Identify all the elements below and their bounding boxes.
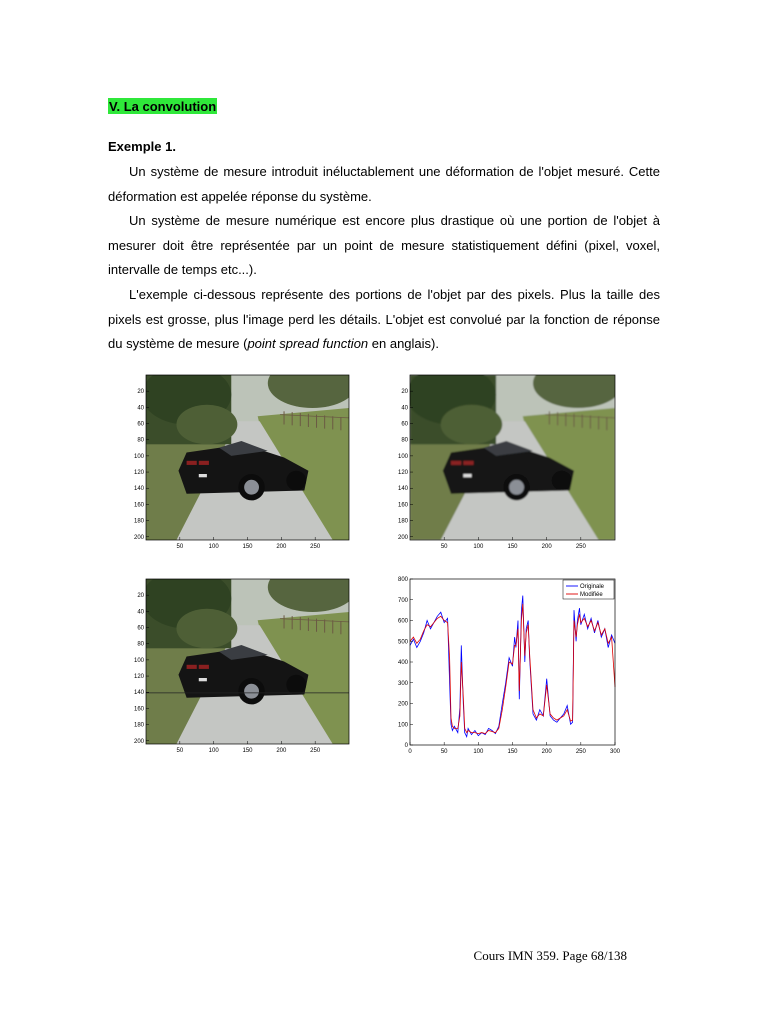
y-tick-label: 180 [397,518,408,525]
car-wheel [286,471,306,491]
paragraph-1: Un système de mesure introduit inéluctablement une déformation de l'objet mesuré. Cette déformation est appelée réponse du système. [108,164,660,204]
scene-content [406,359,623,541]
y-tick-label: 20 [137,593,144,600]
tree-cluster [268,563,357,613]
car-wheel [286,675,306,695]
y-tick-label: 500 [397,639,408,646]
paragraph-3 [108,283,660,357]
y-tick-label: 100 [397,722,408,729]
y-tick-label: 80 [401,437,408,444]
x-tick-label: 50 [176,544,184,550]
y-tick-label: 80 [137,641,144,648]
series-line-1 [410,604,615,734]
image-with-profile-line [130,576,360,756]
paragraph-3-tail: en anglais). [368,336,439,352]
x-tick-label: 300 [609,749,621,755]
x-tick-label: 50 [440,544,448,550]
x-tick-label: 250 [310,544,321,550]
legend-label: Modifiée [580,592,603,598]
car-plate [463,474,471,477]
x-tick-label: 50 [176,748,184,754]
paragraph-3-emphasis: point spread function [247,336,369,352]
car-rim [509,480,524,495]
x-tick-label: 250 [310,748,321,754]
x-tick-label: 200 [541,544,552,550]
x-tick-label: 200 [276,544,287,550]
section-title: V. La convolution [109,99,217,114]
y-tick-label: 100 [133,453,144,460]
y-tick-label: 140 [133,690,144,697]
tree-cluster [268,359,357,409]
y-tick-label: 60 [137,421,144,428]
y-tick-label: 400 [397,660,408,666]
y-tick-label: 200 [133,534,144,541]
x-tick-label: 50 [440,749,448,755]
x-tick-label: 0 [408,749,412,755]
y-tick-label: 140 [133,486,144,493]
x-tick-label: 250 [575,544,586,550]
y-tick-label: 180 [133,518,144,525]
x-tick-label: 250 [575,749,586,755]
scene-content [142,359,357,541]
car-plate [199,474,207,477]
x-tick-label: 150 [507,749,518,755]
y-tick-label: 600 [397,618,408,625]
y-tick-label: 700 [397,597,408,604]
x-tick-label: 150 [507,544,518,550]
chart-group [398,577,621,755]
y-tick-label: 120 [397,470,408,477]
y-tick-label: 120 [133,470,144,477]
body-text [108,160,660,357]
scene-content [142,563,357,745]
car-wheel [552,471,572,491]
tree-cluster [176,405,237,445]
y-tick-label: 300 [397,680,408,687]
paragraph-2: Un système de mesure numérique est encore plus drastique où une portion de l'objet à mesurer doit être représentée par un point de mesure statistiquement défini (pixel, voxel, intervalle de temps etc...). [108,213,660,278]
y-tick-label: 60 [137,625,144,632]
y-tick-label: 100 [133,657,144,664]
x-tick-label: 200 [541,749,552,755]
y-tick-label: 20 [137,389,144,396]
image-scene [134,563,357,755]
y-tick-label: 160 [397,502,408,509]
car-taillight [199,665,209,669]
x-tick-label: 150 [242,544,253,550]
y-tick-label: 0 [404,743,408,749]
x-tick-label: 150 [242,748,253,754]
y-tick-label: 200 [397,534,408,541]
y-tick-label: 200 [397,701,408,708]
y-tick-label: 20 [401,389,408,396]
y-tick-label: 40 [137,405,144,412]
y-tick-label: 160 [133,502,144,509]
y-tick-label: 200 [133,738,144,745]
image-original [130,372,360,552]
example-title: Exemple 1. [108,139,176,154]
x-tick-label: 100 [208,748,219,754]
image-pixelated [380,372,620,552]
y-tick-label: 140 [397,486,408,493]
y-tick-label: 80 [137,437,144,444]
y-tick-label: 180 [133,722,144,729]
tree-cluster [176,609,237,649]
x-tick-label: 100 [473,544,484,550]
tree-cluster [441,405,503,445]
y-tick-label: 40 [401,405,408,412]
y-tick-label: 40 [137,609,144,616]
car-taillight [187,665,197,669]
paragraph-3-text: L'exemple ci-dessous représente des portions de l'objet par des pixels. Plus la taille des pixels est grosse, plus l'image perd les détails. L'objet est convolué par la fonction de réponse du système de mesure ( [108,286,660,352]
car-plate [199,678,207,681]
image-scene [134,359,357,551]
car-rim [244,684,259,699]
x-tick-label: 100 [208,544,219,550]
car-rim [244,480,259,495]
page-footer: Cours IMN 359. Page 68/138 [473,948,627,963]
car-taillight [199,461,209,465]
y-tick-label: 120 [133,674,144,681]
profile-line-chart [380,570,630,760]
image-scene [398,359,623,551]
car-taillight [451,461,461,465]
y-tick-label: 800 [397,577,408,583]
legend-label: Originale [580,584,605,590]
y-tick-label: 60 [401,421,408,428]
car-taillight [187,461,197,465]
y-tick-label: 100 [397,453,408,460]
y-tick-label: 160 [133,706,144,713]
x-tick-label: 200 [276,748,287,754]
x-tick-label: 100 [473,749,484,755]
car-taillight [463,461,473,465]
tree-cluster [533,359,623,409]
